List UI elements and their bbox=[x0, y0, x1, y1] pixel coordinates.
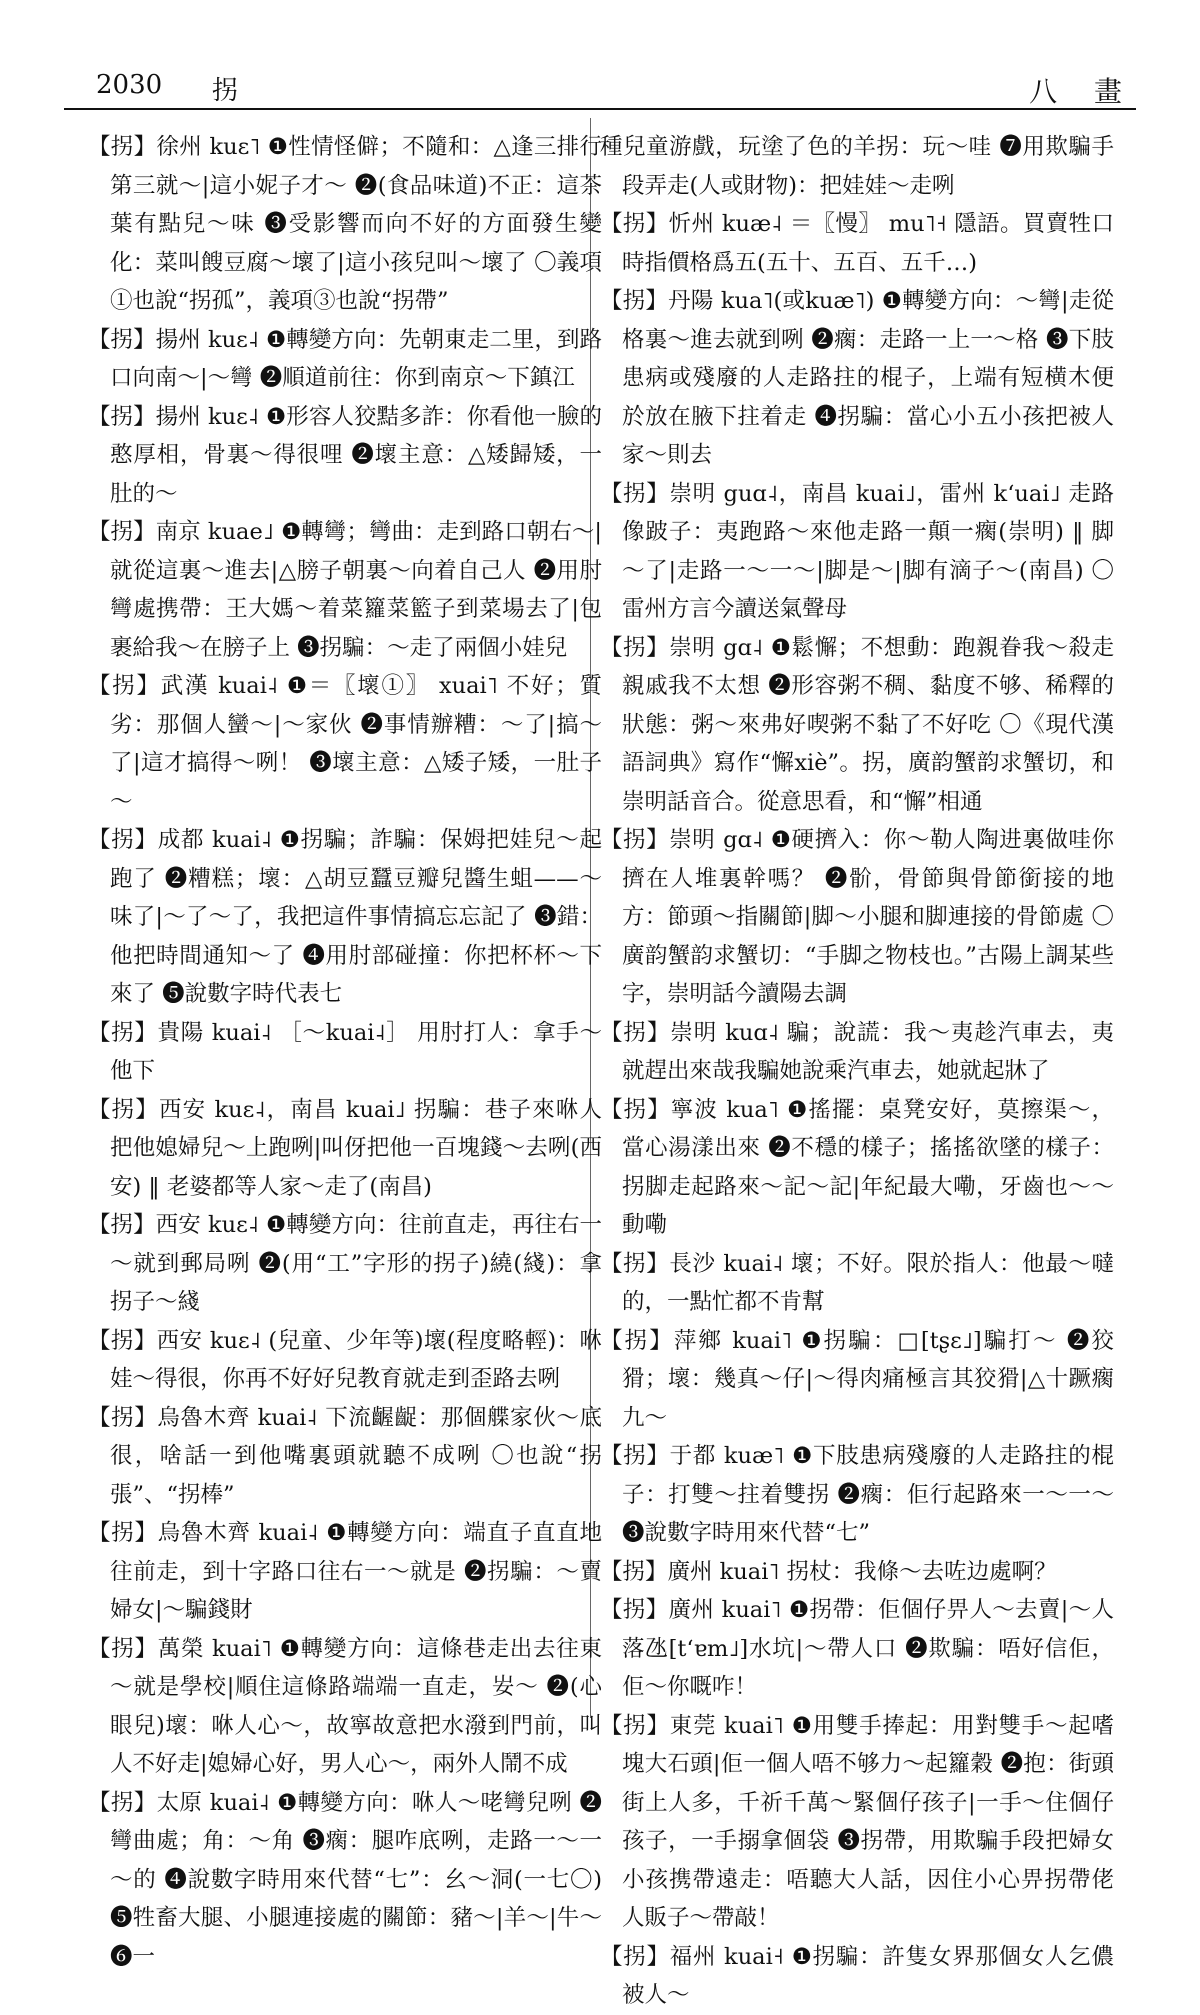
page-header bbox=[64, 70, 1136, 108]
dictionary-entry: 【拐】太原 kuai˨ ❶轉變方向：咻人～咾彎兒咧 ❷彎曲處；角：～角 ❸瘸：腿咋底咧，走路一～一～的 ❹說數字時用來代替“七”：幺～洞(一七〇) ❺牲畜大腿、小腿連接處的關節：豬～|羊～|牛～ ❻一 bbox=[88, 1789, 602, 1970]
dictionary-entry: 【拐】廣州 kuai˥ ❶拐帶：佢個仔畀人～去賣|～人落氹[tʻɐm˩]水坑|～帶人口 ❷欺騙：唔好信佢，佢～你嘅咋！ bbox=[600, 1597, 1114, 1700]
dictionary-entry: 【拐】崇明 gɑ˨ ❶硬擠入：你～勒人陶进裏做哇你擠在人堆裏幹嗎？ ❷骱，骨節與骨節銜接的地方：節頭～指關節|脚～小腿和脚連接的骨節處 〇廣韵蟹韵求蟹切：“手脚之物枝也。”古陽上調某些字，崇明話今讀陽去調 bbox=[600, 827, 1114, 1007]
dictionary-entry: 【拐】萍鄉 kuai˥ ❶拐騙：□[tʂɛ˩]騙打～ ❷狡猾；壞：幾真～仔|～得肉痛極言其狡猾|△十蹶瘸九～ bbox=[600, 1327, 1114, 1431]
dictionary-entry: 【拐】西安 kuɛ˨ (兒童、少年等)壞(程度略輕)：咻娃～得很，你再不好好兒教育就走到歪路去咧 bbox=[88, 1327, 602, 1392]
section-label: 八 畫 bbox=[1029, 75, 1136, 108]
dictionary-entry: 【拐】寧波 kua˥ ❶搖擺：桌凳安好，莫擦渠～，當心湯漾出來 ❷不穩的樣子；搖搖欲墜的樣子：拐脚走起路來～記～記|年紀最大嘞，牙齒也～～動嘞 bbox=[600, 1096, 1114, 1238]
header-rule bbox=[64, 108, 1136, 110]
dictionary-entry: 【拐】崇明 kuɑ˨ 騙；說謊：我～夷趁汽車去，夷就趕出來哉我騙她說乘汽車去，她就起牀了 bbox=[600, 1019, 1114, 1084]
dictionary-entry: 【拐】東莞 kuai˥ ❶用雙手捧起：用對雙手～起嗜塊大石頭|佢一個人唔不够力～起籮穀 ❷抱：街頭街上人多，千祈千萬～緊個仔孩子|一手～住個仔孩子，一手搦拿個袋 ❸拐帶，用欺騙手段把婦女小孩携帶遠走：唔聽大人話，因住小心畀拐帶佬人販子～帶敲！ bbox=[600, 1712, 1114, 1931]
dictionary-entry: 【拐】武漢 kuai˨ ❶＝〖壞①〗 xuai˥ 不好；質劣：那個人蠻～|～家伙 ❷事情辦糟：～了|搞～了|這才搞得～咧！ ❸壞主意：△矮子矮，一肚子～ bbox=[88, 673, 602, 815]
left-column bbox=[88, 128, 602, 1970]
dictionary-entry: 【拐】揚州 kuɛ˨ ❶轉變方向：先朝東走二里，到路口向南～|～彎 ❷順道前往：你到南京～下鎮江 bbox=[88, 326, 602, 391]
dictionary-entry: 種兒童游戲，玩塗了色的羊拐：玩～哇 ❼用欺騙手段弄走(人或財物)：把娃娃～走咧 bbox=[600, 134, 1114, 199]
dictionary-entry: 【拐】崇明 guɑ˨，南昌 kuai˩，雷州 kʻuai˩ 走路像跛子：夷跑路～來他走路一顛一瘸(崇明) ‖ 脚～了|走路一～一～|脚是～|脚有滴子～(南昌) 〇雷州方言今讀送氣聲母 bbox=[600, 480, 1114, 622]
page-number: 2030 bbox=[96, 70, 163, 100]
dictionary-entry: 【拐】西安 kuɛ˨ ❶轉變方向：往前直走，再往右一～就到郵局咧 ❷(用“工”字形的拐子)繞(綫)：拿拐子～綫 bbox=[88, 1212, 602, 1315]
dictionary-entry: 【拐】丹陽 kua˥(或kuæ˥) ❶轉變方向：～彎|走從格裏～進去就到咧 ❷瘸：走路一上一～格 ❸下肢患病或殘廢的人走路拄的棍子，上端有短横木便於放在腋下拄着走 ❹拐騙：當心小五小孩把被人家～則去 bbox=[600, 288, 1114, 468]
dictionary-entry: 【拐】揚州 kuɛ˨ ❶形容人狡黠多詐：你看他一臉的憨厚相，骨裏～得很哩 ❷壞主意：△矮歸矮，一肚的～ bbox=[88, 403, 602, 507]
dictionary-entry: 【拐】廣州 kuai˥ 拐杖：我條～去咗边處啊？ bbox=[600, 1558, 1057, 1585]
head-character: 拐 bbox=[212, 76, 239, 106]
dictionary-entry: 【拐】崇明 gɑ˨ ❶鬆懈；不想動：跑親眷我～殺走親戚我不太想 ❷形容粥不稠、黏度不够、稀釋的狀態：粥～來弗好喫粥不黏了不好吃 〇《現代漢語詞典》寫作“懈xiè”。拐，廣韵蟹韵求蟹切，和崇明話音合。從意思看，和“懈”相通 bbox=[600, 634, 1114, 815]
dictionary-entry: 【拐】西安 kuɛ˨，南昌 kuai˩ 拐騙：巷子來咻人把他媳婦兒～上跑咧|叫伢把他一百塊錢～去咧(西安) ‖ 老婆都等人家～走了(南昌) bbox=[88, 1096, 602, 1200]
dictionary-entry: 【拐】烏魯木齊 kuai˨ ❶轉變方向：端直子直直地往前走，到十字路口往右一～就是 ❷拐騙：～賣婦女|～騙錢財 bbox=[88, 1520, 602, 1623]
dictionary-entry: 【拐】長沙 kuai˨ 壞；不好。限於指人：他最～噠的，一點忙都不肯幫 bbox=[600, 1250, 1114, 1315]
dictionary-entry: 【拐】于都 kuæ˥ ❶下肢患病殘廢的人走路拄的棍子：打雙～拄着雙拐 ❷瘸：佢行起路來一～一～ ❸說數字時用來代替“七” bbox=[600, 1443, 1114, 1546]
dictionary-entry: 【拐】烏魯木齊 kuai˨ 下流齷齪：那個艓家伙～底很，啥話一到他嘴裏頭就聽不成咧 〇也說“拐張”、“拐棒” bbox=[88, 1404, 602, 1508]
dictionary-entry: 【拐】南京 kuae˩ ❶轉彎；彎曲：走到路口朝右～|就從這裏～進去|△膀子朝裏～向着自己人 ❷用肘彎處携帶：王大媽～着菜籮菜籃子到菜場去了|包裹給我～在膀子上 ❸拐騙：～走了兩個小娃兒 bbox=[88, 519, 602, 661]
dictionary-entry: 【拐】忻州 kuæ˨ ＝〖慢〗 mu˥˧ 隱語。買賣牲口時指價格爲五(五十、五百、五千…) bbox=[600, 211, 1114, 276]
dictionary-entry: 【拐】萬榮 kuai˥ ❶轉變方向：這條巷走出去往東～就是學校|順住這條路端端一直走，𡚴～ ❷(心眼兒)壞：咻人心～，故寧故意把水潑到門前，叫人不好走|媳婦心好，男人心～，兩外人鬧不成 bbox=[88, 1635, 602, 1777]
dictionary-entry: 【拐】福州 kuai˧ ❶拐騙：許隻女界那個女人乞儂被人～ bbox=[600, 1943, 1114, 2008]
right-column bbox=[600, 128, 1114, 2008]
dictionary-entry: 【拐】成都 kuai˨ ❶拐騙；詐騙：保姆把娃兒～起跑了 ❷糟糕；壞：△胡豆蠶豆瓣兒醬生蛆——～味了|～了～了，我把這件事情搞忘忘記了 ❸錯：他把時間通知～了 ❹用肘部碰撞：你把杯杯～下來了 ❺說數字時代表七 bbox=[88, 827, 602, 1007]
dictionary-entry: 【拐】貴陽 kuai˨ ［～kuai˨］ 用肘打人：拿手～他下 bbox=[88, 1019, 602, 1084]
dictionary-entry: 【拐】徐州 kuɛ˥ ❶性情怪僻；不隨和：△逢三排行第三就～|這小妮子才～ ❷(食品味道)不正：這茶葉有點兒～味 ❸受影響而向不好的方面發生變化：菜叫餿豆腐～壞了|這小孩兒叫～壞了 〇義項①也說“拐孤”，義項③也說“拐帶” bbox=[88, 134, 602, 314]
